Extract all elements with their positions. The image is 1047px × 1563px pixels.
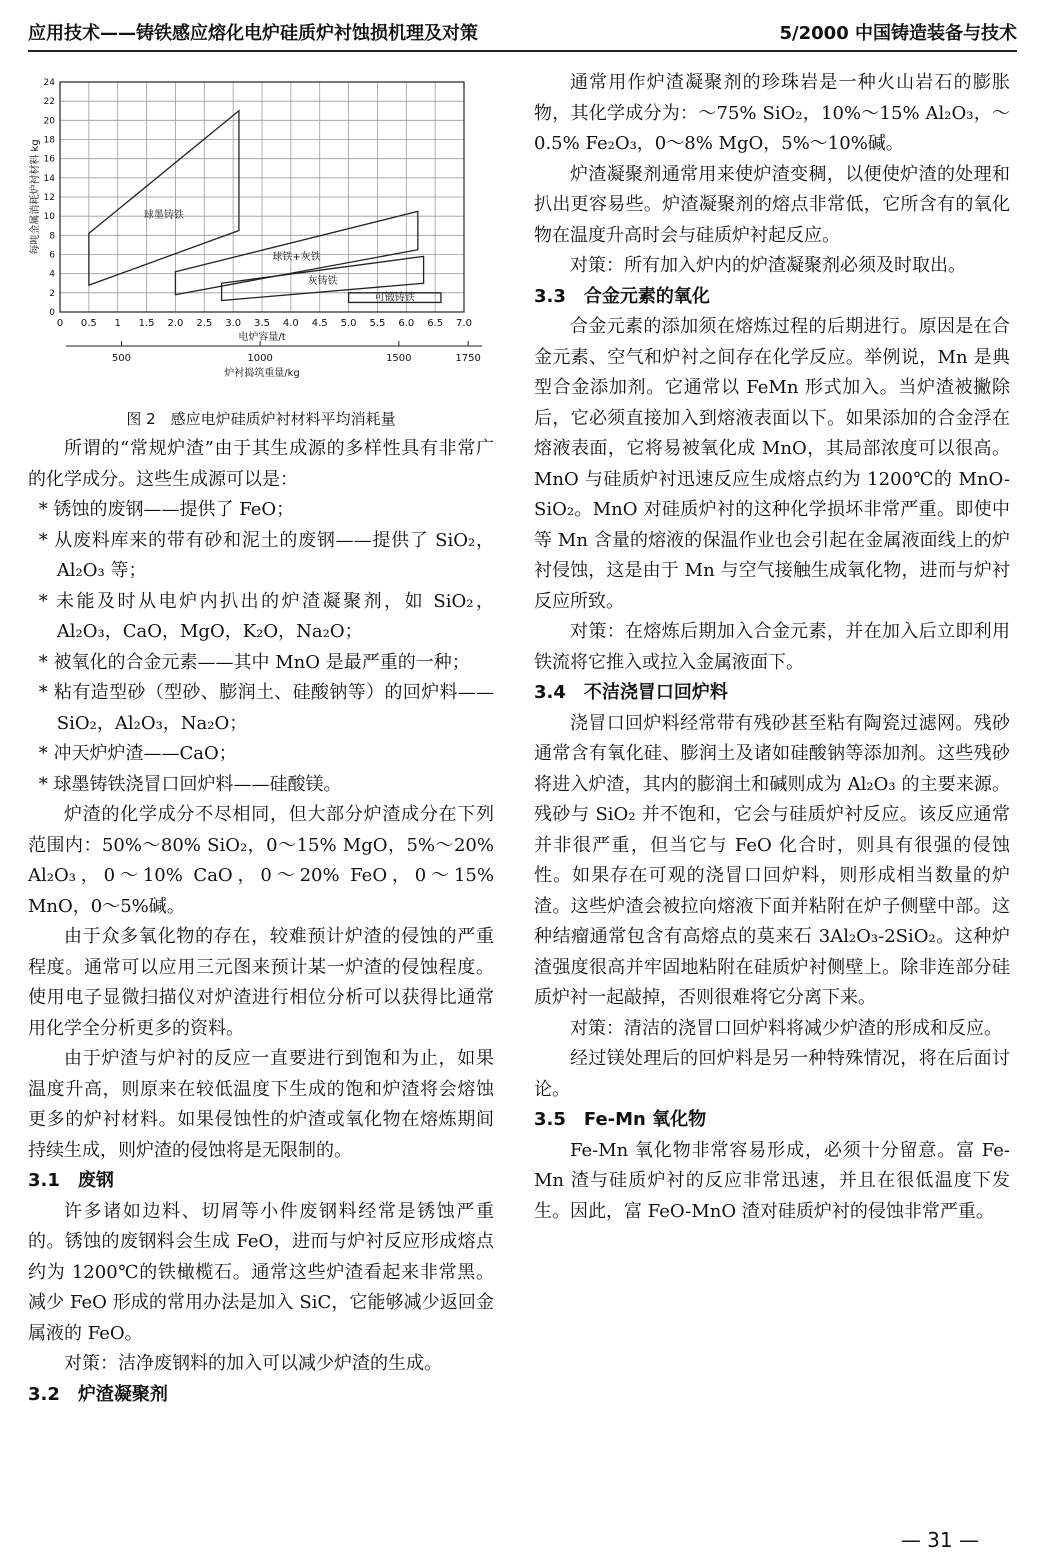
bullet-item: * 锈蚀的废钢——提供了 FeO； <box>28 495 494 526</box>
y-tick-label: 0 <box>49 308 55 318</box>
header-left-title: 应用技术——铸铁感应熔化电炉硅质炉衬蚀损机理及对策 <box>28 23 478 44</box>
running-header <box>28 14 1017 52</box>
paragraph: 由于众多氧化物的存在，较难预计炉渣的侵蚀的严重程度。通常可以应用三元图来预计某一炉渣的侵蚀程度。使用电子显微扫描仪对炉渣进行相位分析可以获得比通常用化学全分析更多的资料。 <box>28 926 494 1039</box>
y-axis-label: 每吨金属消耗炉衬材料 kg <box>30 139 41 255</box>
y-tick-label: 8 <box>49 231 55 242</box>
paragraph: 合金元素的添加须在熔炼过程的后期进行。原因是在合金元素、空气和炉衬之间存在化学反应。举例说，Mn 是典型合金添加剂。它通常以 FeMn 形式加入。当炉渣被撇除后，它必须直接加入到熔液表面以下。如果添加的合金浮在熔液表面，它将易被氧化成 MnO，其局部浓度可以很高。MnO 与硅质炉衬迅速反应生成熔点约为 1200℃的 MnO-SiO₂。MnO 对硅质炉衬的这种化学损坏非常严重。即使中等 Mn 含量的熔液的保温作业也会引起在金属液面线上的炉衬侵蚀，这是由于 Mn 与空气接触生成氧化物，进而与炉衬反应所致。 <box>534 316 1010 612</box>
x-tick-label: 0 <box>56 318 64 329</box>
paragraph: 对策：在熔炼后期加入合金元素，并在加入后立即利用铁流将它推入或拉入金属液面下。 <box>534 621 1010 673</box>
paragraph: 经过镁处理后的回炉料是另一种特殊情况，将在后面讨论。 <box>534 1048 1010 1100</box>
x-tick-label: 3.0 <box>225 318 242 329</box>
consumption-chart <box>28 68 494 408</box>
page-number: — 31 — <box>900 1528 979 1552</box>
bullet-item: * 冲天炉炉渣——CaO； <box>28 739 494 770</box>
paragraph: 炉渣凝聚剂通常用来使炉渣变稠，以便使炉渣的处理和扒出更容易些。炉渣凝聚剂的熔点非常低，它所含有的氧化物在温度升高时会与硅质炉衬起反应。 <box>534 163 1010 246</box>
y-tick-label: 16 <box>43 154 55 165</box>
y-tick-label: 18 <box>43 135 55 146</box>
x-tick-label: 1.5 <box>138 318 155 329</box>
left-column <box>28 68 494 1410</box>
x-tick-label: 3.5 <box>254 318 270 329</box>
section-heading-3-3: 3.3 合金元素的氧化 <box>534 285 710 307</box>
x-tick-label: 0.5 <box>80 318 97 329</box>
paragraph: Fe-Mn 氧化物非常容易形成，必须十分留意。富 Fe-Mn 渣与硅质炉衬的反应非常迅速，并且在很低温度下发生。因此，富 FeO-MnO 渣对硅质炉衬的侵蚀非常严重。 <box>534 1139 1010 1222</box>
x-tick-label: 1 <box>114 318 121 329</box>
secondary-axis-tick-label: 1000 <box>247 353 273 364</box>
x-tick-label: 5.5 <box>369 318 386 329</box>
paragraph: 对策：洁净废钢料的加入可以减少炉渣的生成。 <box>64 1353 442 1374</box>
y-tick-label: 22 <box>43 97 55 108</box>
y-tick-label: 20 <box>43 116 55 127</box>
secondary-axis-tick-label: 1500 <box>386 353 412 364</box>
x-tick-label: 6.0 <box>398 318 415 329</box>
y-tick-label: 24 <box>43 78 55 88</box>
series-label: 可锻铸铁 <box>374 292 415 304</box>
paragraph: 炉渣的化学成分不尽相同，但大部分炉渣成分在下列范围内：50%～80% SiO₂，0～15% MgO，5%～20% Al₂O₃，0～10% CaO，0～20% FeO，0～15% MnO，0～5%碱。 <box>28 804 494 917</box>
paragraph: 对策：清洁的浇冒口回炉料将减少炉渣的形成和反应。 <box>570 1017 1002 1039</box>
series-label: 灰铸铁 <box>307 275 338 287</box>
x-tick-label: 5.0 <box>340 318 357 329</box>
x-axis-label: 电炉容量/t <box>238 332 286 343</box>
section-heading-3-2: 3.2 炉渣凝聚剂 <box>28 1383 168 1405</box>
paragraph: 对策：所有加入炉内的炉渣凝聚剂必须及时取出。 <box>570 255 966 276</box>
x-tick-label: 7.0 <box>456 318 472 329</box>
paragraph: 浇冒口回炉料经常带有残砂甚至粘有陶瓷过滤网。残砂通常含有氧化硅、膨润土及诸如硅酸钠等添加剂。这些残砂将进入炉渣，其内的膨润土和碱则成为 Al₂O₃ 的主要来源。残砂与 SiO₂ 并不饱和，它会与硅质炉衬反应。该反应通常并非很严重，但当它与 FeO 化合时，则具有很强的侵蚀性。如果存在可观的浇冒口回炉料，则形成相当数量的炉渣。这些炉渣会被拉向熔液下面并粘附在炉子侧壁中部。这种结瘤通常包含有高熔点的莫来石 3Al₂O₃-2SiO₂。这种炉渣强度很高并牢固地粘附在硅质炉衬侧壁上。除非连部分硅质炉衬一起敲掉，否则很难将它分离下来。 <box>534 712 1010 1008</box>
chart-svg <box>28 68 494 408</box>
section-heading-3-5: 3.5 Fe-Mn 氧化物 <box>534 1109 707 1130</box>
bullet-item: * 被氧化的合金元素——其中 MnO 是最严重的一种； <box>28 648 494 679</box>
paragraph: 通常用作炉渣凝聚剂的珍珠岩是一种火山岩石的膨胀物，其化学成分为：～75% SiO₂，10%～15% Al₂O₃，～0.5% Fe₂O₃，0～8% MgO，5%～10%碱。 <box>534 72 1010 154</box>
section-heading-3-4: 3.4 不洁浇冒口回炉料 <box>534 682 728 703</box>
y-tick-label: 4 <box>49 269 55 280</box>
series-region <box>89 111 239 285</box>
y-tick-label: 10 <box>43 212 55 223</box>
y-tick-label: 12 <box>43 193 55 203</box>
y-tick-label: 2 <box>49 288 55 299</box>
header-journal: 5/2000 中国铸造装备与技术 <box>779 23 1017 44</box>
bullet-item: * 粘有造型砂（型砂、膨润土、硅酸钠等）的回炉料——SiO₂，Al₂O₃，Na₂O； <box>28 678 494 739</box>
y-tick-label: 6 <box>49 250 55 261</box>
bullet-item: * 球墨铸铁浇冒口回炉料——硅酸镁。 <box>28 770 494 801</box>
x-tick-label: 4.5 <box>311 318 328 329</box>
right-column <box>534 68 1010 1227</box>
paragraph: 由于炉渣与炉衬的反应一直要进行到饱和为止，如果温度升高，则原来在较低温度下生成的饱和炉渣将会熔蚀更多的炉衬材料。如果侵蚀性的炉渣或氧化物在熔炼期间持续生成，则炉渣的侵蚀将是无限制的。 <box>28 1048 494 1161</box>
series-label: 球铁+灰铁 <box>272 251 321 263</box>
figure-caption: 图 2 感应电炉硅质炉衬材料平均消耗量 <box>126 410 396 428</box>
x-tick-label: 2.5 <box>196 318 213 329</box>
x-tick-label: 4.0 <box>282 318 299 329</box>
paragraph: 许多诸如边料、切屑等小件废钢料经常是锈蚀严重的。锈蚀的废钢料会生成 FeO，进而与炉衬反应形成熔点约为 1200℃的铁橄榄石。通常这些炉渣看起来非常黑。减少 FeO 形成的常用办法是加入 SiC，它能够减少返回金属液的 FeO。 <box>28 1200 494 1344</box>
secondary-axis-label: 炉衬捣筑重量/kg <box>224 368 300 379</box>
secondary-axis-tick-label: 1750 <box>455 353 481 364</box>
y-tick-label: 14 <box>43 173 55 184</box>
series-label: 球墨铸铁 <box>143 209 184 221</box>
paragraph: 所谓的“常规炉渣”由于其生成源的多样性具有非常广的化学成分。这些生成源可以是： <box>28 438 494 490</box>
section-heading-3-1: 3.1 废钢 <box>28 1170 114 1191</box>
x-tick-label: 6.5 <box>427 318 444 329</box>
secondary-axis-tick-label: 500 <box>111 353 132 364</box>
bullet-item: * 从废料库来的带有砂和泥土的废钢——提供了 SiO₂，Al₂O₃ 等； <box>28 526 494 587</box>
x-tick-label: 2.0 <box>167 318 184 329</box>
bullet-item: * 未能及时从电炉内扒出的炉渣凝聚剂，如 SiO₂，Al₂O₃，CaO，MgO，K₂O，Na₂O； <box>28 587 494 648</box>
